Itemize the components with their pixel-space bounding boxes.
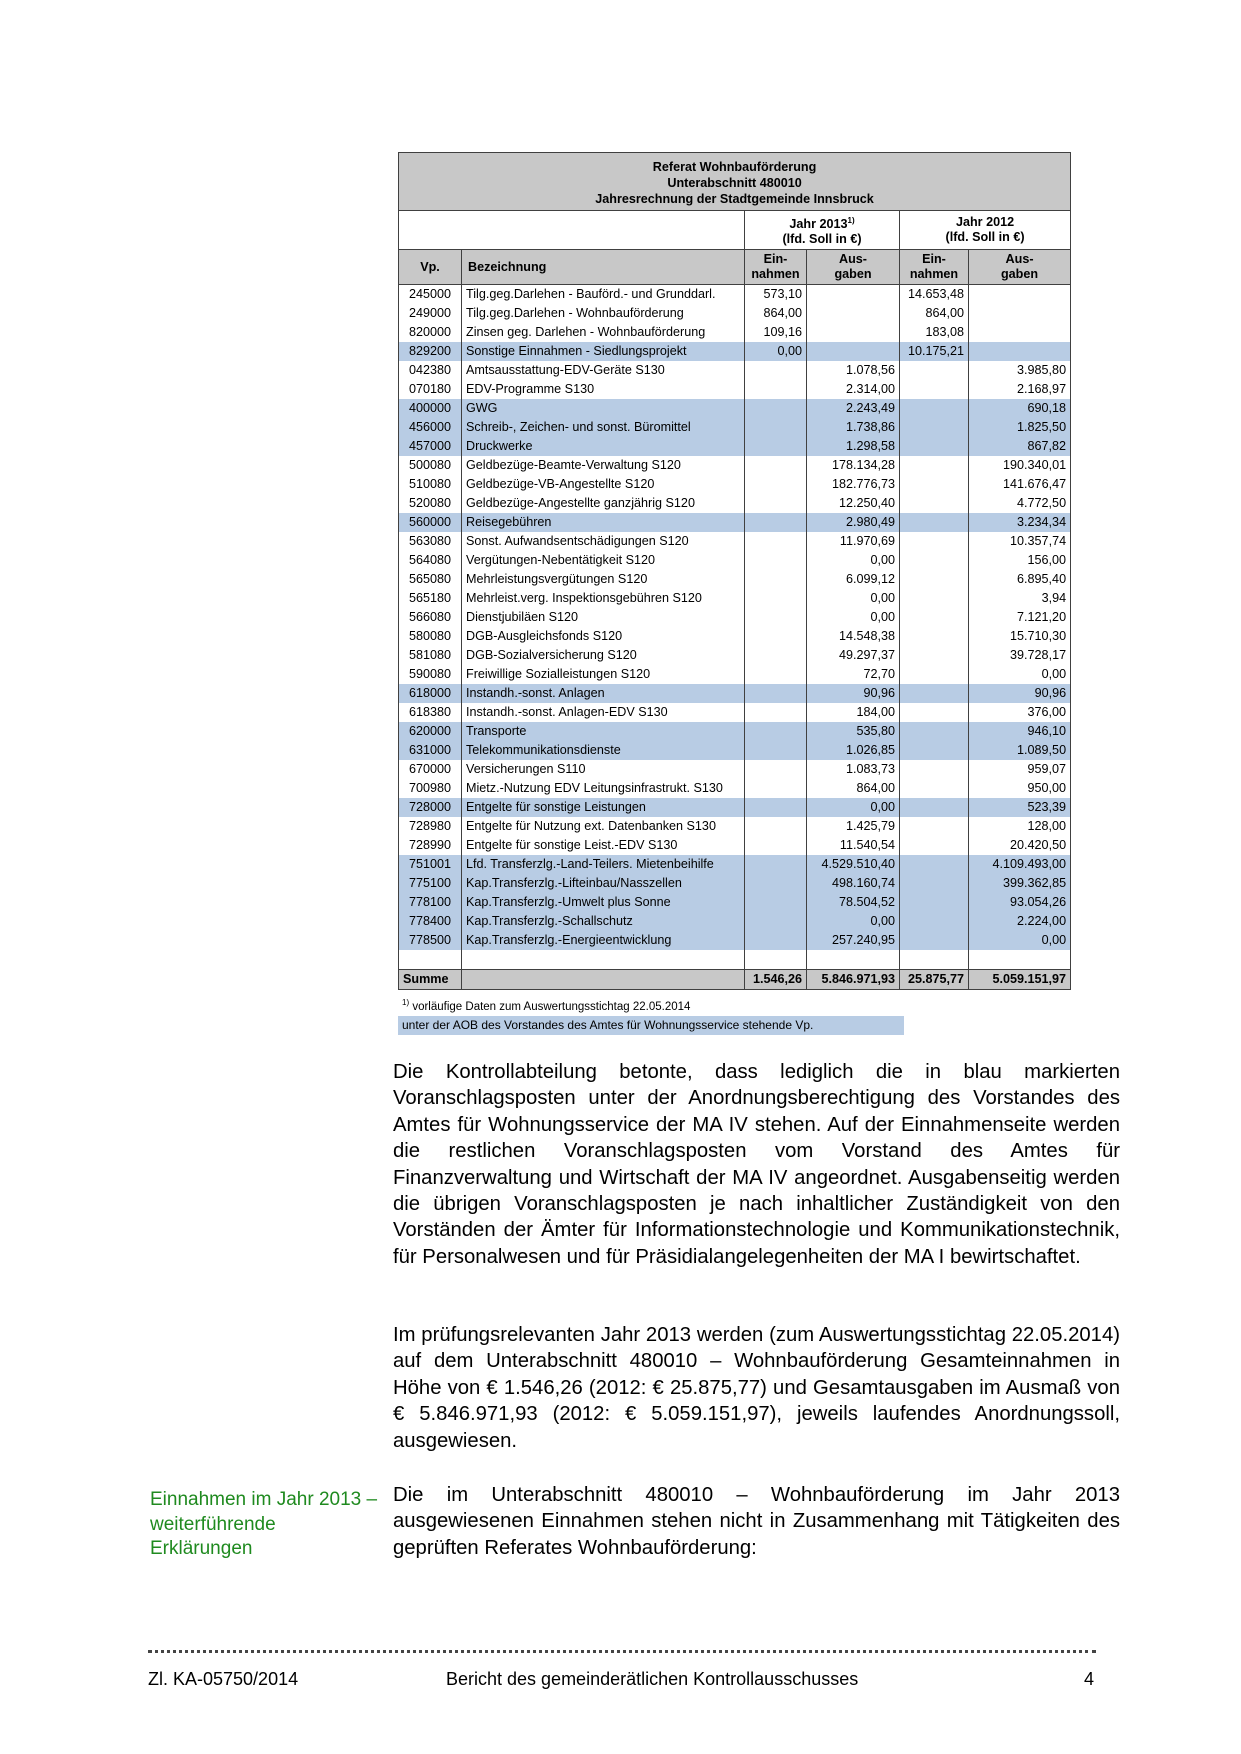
einnahmen-2012-cell xyxy=(900,494,969,513)
paragraph-1: Die Kontrollabteilung betonte, dass lediglich die in blau markierten Voranschlagsposten unter der Anordnungsberechtigung des Vorstandes des Amtes für Wohnungsservice der MA IV stehen. Auf der Einnahmenseite werden die restlichen Voranschlagsposten vom Vorstand des Amtes für Finanzverwaltung und Wirtschaft der MA IV angeordnet. Ausgabenseitig werden die übrigen Voranschlagsposten je nach inhaltlicher Zuständigkeit von den Vorständen der Ämter für Informationstechnologie und Kommunikationstechnik, für Personalwesen und für Präsidialangelegenheiten der MA I bewirtschaftet. xyxy=(393,1061,1120,1268)
einnahmen-2012-cell xyxy=(900,513,969,532)
einnahmen-2012-cell xyxy=(900,627,969,646)
einnahmen-2012-cell xyxy=(900,475,969,494)
table-row xyxy=(399,513,1071,532)
bezeichnung-cell: EDV-Programme S130 xyxy=(462,380,745,399)
einnahmen-2012-cell xyxy=(900,817,969,836)
table-row xyxy=(399,798,1071,817)
ausgaben-2012-cell: 156,00 xyxy=(969,551,1071,570)
header-spacer xyxy=(399,211,745,250)
ausgaben-2012-cell: 690,18 xyxy=(969,399,1071,418)
einnahmen-2013-cell xyxy=(745,551,807,570)
ausgaben-2013-cell xyxy=(807,285,900,305)
einnahmen-2013-cell xyxy=(745,380,807,399)
bezeichnung-cell: Kap.Transferzlg.-Umwelt plus Sonne xyxy=(462,893,745,912)
einnahmen-2013-cell xyxy=(745,703,807,722)
table-row xyxy=(399,380,1071,399)
einnahmen-2012-cell xyxy=(900,874,969,893)
einnahmen-2013-cell xyxy=(745,646,807,665)
table-row xyxy=(399,646,1071,665)
einnahmen-2012-cell xyxy=(900,836,969,855)
table-row xyxy=(399,456,1071,475)
ausgaben-2012-cell: 190.340,01 xyxy=(969,456,1071,475)
einnahmen-2012-cell xyxy=(900,399,969,418)
ausgaben-2012-cell: 2.168,97 xyxy=(969,380,1071,399)
ausgaben-2012-cell: 4.772,50 xyxy=(969,494,1071,513)
einnahmen-2013-cell xyxy=(745,874,807,893)
table-row xyxy=(399,608,1071,627)
vp-cell: 631000 xyxy=(399,741,462,760)
ausgaben-2013-cell xyxy=(807,323,900,342)
vp-cell: 670000 xyxy=(399,760,462,779)
ausgaben-2012-cell: 3,94 xyxy=(969,589,1071,608)
ausgaben-2012-cell xyxy=(969,342,1071,361)
col-header-ausgaben-2013: Aus- gaben xyxy=(807,250,900,285)
sum-einnahmen-2013: 1.546,26 xyxy=(745,970,807,990)
bezeichnung-cell: Geldbezüge-Angestellte ganzjährig S120 xyxy=(462,494,745,513)
einnahmen-2012-cell xyxy=(900,798,969,817)
einnahmen-2013-cell xyxy=(745,494,807,513)
footer-title: Bericht des gemeinderätlichen Kontrollausschusses xyxy=(446,1669,859,1689)
ausgaben-2012-cell: 959,07 xyxy=(969,760,1071,779)
ausgaben-2012-cell xyxy=(969,285,1071,305)
table-row xyxy=(399,361,1071,380)
ausgaben-2013-cell: 2.314,00 xyxy=(807,380,900,399)
ausgaben-2013-cell: 2.980,49 xyxy=(807,513,900,532)
einnahmen-2012-cell: 864,00 xyxy=(900,304,969,323)
sum-ausgaben-2012: 5.059.151,97 xyxy=(969,970,1071,990)
ausgaben-2012-cell: 946,10 xyxy=(969,722,1071,741)
ausgaben-2013-cell: 0,00 xyxy=(807,912,900,931)
vp-cell: 728990 xyxy=(399,836,462,855)
table-row xyxy=(399,304,1071,323)
table-row xyxy=(399,722,1071,741)
einnahmen-2013-cell xyxy=(745,665,807,684)
vp-cell: 070180 xyxy=(399,380,462,399)
footer-reference: Zl. KA-05750/2014 xyxy=(148,1669,299,1689)
ausgaben-2013-cell xyxy=(807,304,900,323)
bezeichnung-cell: Entgelte für sonstige Leistungen xyxy=(462,798,745,817)
ausgaben-2013-cell: 11.970,69 xyxy=(807,532,900,551)
einnahmen-2013-cell xyxy=(745,741,807,760)
year-2012-label: Jahr 2012 xyxy=(955,215,1015,230)
vp-cell: 829200 xyxy=(399,342,462,361)
ausgaben-2012-cell: 523,39 xyxy=(969,798,1071,817)
bezeichnung-cell: Schreib-, Zeichen- und sonst. Büromittel xyxy=(462,418,745,437)
ausgaben-2013-cell: 12.250,40 xyxy=(807,494,900,513)
bezeichnung-cell: Entgelte für sonstige Leist.-EDV S130 xyxy=(462,836,745,855)
table-row xyxy=(399,437,1071,456)
vp-cell: 590080 xyxy=(399,665,462,684)
ausgaben-2012-cell: 20.420,50 xyxy=(969,836,1071,855)
col-header-bezeichnung: Bezeichnung xyxy=(462,250,745,285)
einnahmen-2012-cell: 14.653,48 xyxy=(900,285,969,305)
table-row xyxy=(399,475,1071,494)
bezeichnung-cell: Mehrleistungsvergütungen S120 xyxy=(462,570,745,589)
footer-divider xyxy=(148,1650,1096,1653)
col-header-einnahmen-2013: Ein- nahmen xyxy=(745,250,807,285)
ausgaben-2012-cell xyxy=(969,323,1071,342)
ausgaben-2013-cell: 11.540,54 xyxy=(807,836,900,855)
ausgaben-2012-cell: 15.710,30 xyxy=(969,627,1071,646)
einnahmen-2012-cell xyxy=(900,760,969,779)
einnahmen-2012-cell xyxy=(900,722,969,741)
ausgaben-2013-cell: 49.297,37 xyxy=(807,646,900,665)
header-year-2013 xyxy=(745,211,900,250)
sum-label: Summe xyxy=(399,970,462,990)
ausgaben-2013-cell: 535,80 xyxy=(807,722,900,741)
bezeichnung-cell: Geldbezüge-Beamte-Verwaltung S120 xyxy=(462,456,745,475)
einnahmen-2013-cell xyxy=(745,589,807,608)
bezeichnung-cell: Entgelte für Nutzung ext. Datenbanken S130 xyxy=(462,817,745,836)
vp-cell: 618000 xyxy=(399,684,462,703)
einnahmen-2013-cell xyxy=(745,912,807,931)
einnahmen-2013-cell: 0,00 xyxy=(745,342,807,361)
einnahmen-2012-cell xyxy=(900,779,969,798)
vp-cell: 456000 xyxy=(399,418,462,437)
bezeichnung-cell: Versicherungen S110 xyxy=(462,760,745,779)
ausgaben-2012-cell: 399.362,85 xyxy=(969,874,1071,893)
einnahmen-2013-cell xyxy=(745,361,807,380)
ausgaben-2012-cell: 3.985,80 xyxy=(969,361,1071,380)
einnahmen-2012-cell: 183,08 xyxy=(900,323,969,342)
vp-cell: 581080 xyxy=(399,646,462,665)
ausgaben-2013-cell: 182.776,73 xyxy=(807,475,900,494)
year-2013-footnote-marker: 1) xyxy=(847,216,855,225)
ausgaben-2013-cell: 864,00 xyxy=(807,779,900,798)
bezeichnung-cell: Druckwerke xyxy=(462,437,745,456)
einnahmen-2013-cell xyxy=(745,456,807,475)
table-title-line: Jahresrechnung der Stadtgemeinde Innsbruck xyxy=(595,192,874,206)
ausgaben-2012-cell: 7.121,20 xyxy=(969,608,1071,627)
table-row xyxy=(399,665,1071,684)
ausgaben-2012-cell: 1.825,50 xyxy=(969,418,1071,437)
table-row xyxy=(399,551,1071,570)
table-row xyxy=(399,627,1071,646)
einnahmen-2012-cell: 10.175,21 xyxy=(900,342,969,361)
einnahmen-2012-cell xyxy=(900,608,969,627)
paragraph-3: Die im Unterabschnitt 480010 – Wohnbauförderung im Jahr 2013 ausgewiesenen Einnahmen stehen nicht in Zusammenhang mit Tätigkeiten des geprüften Referates Wohnbauförderung: xyxy=(393,1484,1120,1559)
einnahmen-2013-cell: 864,00 xyxy=(745,304,807,323)
ausgaben-2013-cell: 6.099,12 xyxy=(807,570,900,589)
table-row xyxy=(399,323,1071,342)
bezeichnung-cell: GWG xyxy=(462,399,745,418)
table-row xyxy=(399,684,1071,703)
bezeichnung-cell: Mietz.-Nutzung EDV Leitungsinfrastrukt. S130 xyxy=(462,779,745,798)
ausgaben-2013-cell: 72,70 xyxy=(807,665,900,684)
vp-cell: 245000 xyxy=(399,285,462,305)
einnahmen-2012-cell xyxy=(900,931,969,950)
einnahmen-2012-cell xyxy=(900,418,969,437)
table-row xyxy=(399,855,1071,874)
einnahmen-2012-cell xyxy=(900,589,969,608)
year-2012-sub: (lfd. Soll in €) xyxy=(945,230,1025,245)
table-legend-blue: unter der AOB des Vorstandes des Amtes für Wohnungsservice stehende Vp. xyxy=(398,1016,904,1035)
table-row xyxy=(399,760,1071,779)
einnahmen-2012-cell xyxy=(900,551,969,570)
vp-cell: 500080 xyxy=(399,456,462,475)
bezeichnung-cell: Transporte xyxy=(462,722,745,741)
table-row xyxy=(399,418,1071,437)
bezeichnung-cell: Dienstjubiläen S120 xyxy=(462,608,745,627)
einnahmen-2012-cell xyxy=(900,912,969,931)
ausgaben-2013-cell xyxy=(807,342,900,361)
ausgaben-2012-cell: 376,00 xyxy=(969,703,1071,722)
sum-ausgaben-2013: 5.846.971,93 xyxy=(807,970,900,990)
budget-table-figure xyxy=(398,152,1070,1035)
ausgaben-2013-cell: 257.240,95 xyxy=(807,931,900,950)
ausgaben-2012-cell: 0,00 xyxy=(969,665,1071,684)
vp-cell: 728980 xyxy=(399,817,462,836)
header-year-2012 xyxy=(900,211,1071,250)
vp-cell: 778100 xyxy=(399,893,462,912)
bezeichnung-cell: Sonstige Einnahmen - Siedlungsprojekt xyxy=(462,342,745,361)
einnahmen-2013-cell xyxy=(745,893,807,912)
vp-cell: 566080 xyxy=(399,608,462,627)
ausgaben-2012-cell: 4.109.493,00 xyxy=(969,855,1071,874)
vp-cell: 560000 xyxy=(399,513,462,532)
einnahmen-2012-cell xyxy=(900,703,969,722)
table-row xyxy=(399,779,1071,798)
einnahmen-2012-cell xyxy=(900,570,969,589)
ausgaben-2012-cell: 10.357,74 xyxy=(969,532,1071,551)
ausgaben-2013-cell: 2.243,49 xyxy=(807,399,900,418)
einnahmen-2013-cell xyxy=(745,513,807,532)
bezeichnung-cell: Kap.Transferzlg.-Lifteinbau/Nasszellen xyxy=(462,874,745,893)
bezeichnung-cell: Instandh.-sonst. Anlagen-EDV S130 xyxy=(462,703,745,722)
ausgaben-2012-cell: 1.089,50 xyxy=(969,741,1071,760)
vp-cell: 778400 xyxy=(399,912,462,931)
einnahmen-2012-cell xyxy=(900,532,969,551)
einnahmen-2013-cell xyxy=(745,931,807,950)
vp-cell: 778500 xyxy=(399,931,462,950)
einnahmen-2013-cell xyxy=(745,608,807,627)
table-row xyxy=(399,570,1071,589)
table-row xyxy=(399,912,1071,931)
einnahmen-2013-cell xyxy=(745,855,807,874)
table-row xyxy=(399,817,1071,836)
table-row xyxy=(399,589,1071,608)
ausgaben-2013-cell: 0,00 xyxy=(807,551,900,570)
table-row xyxy=(399,532,1071,551)
einnahmen-2013-cell xyxy=(745,627,807,646)
einnahmen-2013-cell xyxy=(745,418,807,437)
vp-cell: 564080 xyxy=(399,551,462,570)
einnahmen-2013-cell xyxy=(745,475,807,494)
einnahmen-2013-cell: 573,10 xyxy=(745,285,807,305)
ausgaben-2012-cell: 3.234,34 xyxy=(969,513,1071,532)
ausgaben-2012-cell: 0,00 xyxy=(969,931,1071,950)
table-row xyxy=(399,874,1071,893)
bezeichnung-cell: Telekommunikationsdienste xyxy=(462,741,745,760)
ausgaben-2013-cell: 1.425,79 xyxy=(807,817,900,836)
vp-cell: 618380 xyxy=(399,703,462,722)
bezeichnung-cell: Mehrleist.verg. Inspektionsgebühren S120 xyxy=(462,589,745,608)
ausgaben-2013-cell: 0,00 xyxy=(807,608,900,627)
einnahmen-2013-cell xyxy=(745,779,807,798)
table-body xyxy=(399,285,1071,951)
vp-cell: 510080 xyxy=(399,475,462,494)
ausgaben-2013-cell: 1.083,73 xyxy=(807,760,900,779)
bezeichnung-cell: DGB-Sozialversicherung S120 xyxy=(462,646,745,665)
col-header-vp: Vp. xyxy=(399,250,462,285)
vp-cell: 700980 xyxy=(399,779,462,798)
einnahmen-2012-cell xyxy=(900,741,969,760)
bezeichnung-cell: Reisegebühren xyxy=(462,513,745,532)
sum-einnahmen-2012: 25.875,77 xyxy=(900,970,969,990)
bezeichnung-cell: Freiwillige Sozialleistungen S120 xyxy=(462,665,745,684)
einnahmen-2013-cell xyxy=(745,760,807,779)
ausgaben-2013-cell: 0,00 xyxy=(807,798,900,817)
table-title xyxy=(399,153,1071,211)
einnahmen-2013-cell xyxy=(745,532,807,551)
ausgaben-2013-cell: 14.548,38 xyxy=(807,627,900,646)
ausgaben-2012-cell: 128,00 xyxy=(969,817,1071,836)
margin-note: Einnahmen im Jahr 2013 – weiterführende Erklärungen xyxy=(150,1489,378,1559)
vp-cell: 249000 xyxy=(399,304,462,323)
vp-cell: 775100 xyxy=(399,874,462,893)
vp-cell: 565080 xyxy=(399,570,462,589)
ausgaben-2012-cell: 6.895,40 xyxy=(969,570,1071,589)
ausgaben-2012-cell: 141.676,47 xyxy=(969,475,1071,494)
bezeichnung-cell: DGB-Ausgleichsfonds S120 xyxy=(462,627,745,646)
ausgaben-2013-cell: 178.134,28 xyxy=(807,456,900,475)
einnahmen-2012-cell xyxy=(900,855,969,874)
einnahmen-2012-cell xyxy=(900,380,969,399)
table-footnote xyxy=(398,994,1070,1012)
vp-cell: 042380 xyxy=(399,361,462,380)
einnahmen-2013-cell xyxy=(745,722,807,741)
bezeichnung-cell: Lfd. Transferzlg.-Land-Teilers. Mietenbeihilfe xyxy=(462,855,745,874)
einnahmen-2013-cell: 109,16 xyxy=(745,323,807,342)
einnahmen-2012-cell xyxy=(900,646,969,665)
ausgaben-2013-cell: 90,96 xyxy=(807,684,900,703)
bezeichnung-cell: Vergütungen-Nebentätigkeit S120 xyxy=(462,551,745,570)
ausgaben-2013-cell: 1.738,86 xyxy=(807,418,900,437)
einnahmen-2012-cell xyxy=(900,893,969,912)
ausgaben-2013-cell: 1.298,58 xyxy=(807,437,900,456)
bezeichnung-cell: Kap.Transferzlg.-Schallschutz xyxy=(462,912,745,931)
ausgaben-2012-cell: 90,96 xyxy=(969,684,1071,703)
footnote-text: vorläufige Daten zum Auswertungsstichtag 22.05.2014 xyxy=(412,1001,691,1014)
vp-cell: 563080 xyxy=(399,532,462,551)
einnahmen-2012-cell xyxy=(900,437,969,456)
vp-cell: 580080 xyxy=(399,627,462,646)
budget-table xyxy=(398,152,1071,990)
bezeichnung-cell: Geldbezüge-VB-Angestellte S120 xyxy=(462,475,745,494)
ausgaben-2013-cell: 78.504,52 xyxy=(807,893,900,912)
year-2013-sub: (lfd. Soll in €) xyxy=(782,232,862,247)
ausgaben-2013-cell: 498.160,74 xyxy=(807,874,900,893)
table-row xyxy=(399,494,1071,513)
ausgaben-2013-cell: 1.026,85 xyxy=(807,741,900,760)
table-row xyxy=(399,703,1071,722)
ausgaben-2013-cell: 1.078,56 xyxy=(807,361,900,380)
vp-cell: 457000 xyxy=(399,437,462,456)
einnahmen-2013-cell xyxy=(745,836,807,855)
bezeichnung-cell: Zinsen geg. Darlehen - Wohnbauförderung xyxy=(462,323,745,342)
vp-cell: 820000 xyxy=(399,323,462,342)
ausgaben-2012-cell: 93.054,26 xyxy=(969,893,1071,912)
einnahmen-2013-cell xyxy=(745,570,807,589)
footnote-marker: 1) xyxy=(402,998,410,1008)
einnahmen-2012-cell xyxy=(900,456,969,475)
vp-cell: 751001 xyxy=(399,855,462,874)
bezeichnung-cell: Instandh.-sonst. Anlagen xyxy=(462,684,745,703)
ausgaben-2012-cell xyxy=(969,304,1071,323)
vp-cell: 620000 xyxy=(399,722,462,741)
ausgaben-2013-cell: 0,00 xyxy=(807,589,900,608)
einnahmen-2013-cell xyxy=(745,684,807,703)
bezeichnung-cell: Sonst. Aufwandsentschädigungen S120 xyxy=(462,532,745,551)
einnahmen-2012-cell xyxy=(900,684,969,703)
einnahmen-2012-cell xyxy=(900,665,969,684)
year-2013-label: Jahr 2013 xyxy=(789,217,848,232)
footer-page-number: 4 xyxy=(1084,1669,1095,1689)
table-row xyxy=(399,931,1071,950)
bezeichnung-cell: Tilg.geg.Darlehen - Bauförd.- und Grunddarl. xyxy=(462,285,745,305)
einnahmen-2012-cell xyxy=(900,361,969,380)
vp-cell: 520080 xyxy=(399,494,462,513)
table-row xyxy=(399,836,1071,855)
table-row xyxy=(399,893,1071,912)
bezeichnung-cell: Kap.Transferzlg.-Energieentwicklung xyxy=(462,931,745,950)
table-title-line: Unterabschnitt 480010 xyxy=(667,176,802,190)
paragraph-2: Im prüfungsrelevanten Jahr 2013 werden (zum Auswertungsstichtag 22.05.2014) auf dem Unterabschnitt 480010 – Wohnbauförderung Gesamteinnahmen in Höhe von € 1.546,26 (2012: € 25.875,77) und Gesamtausgaben im Ausmaß von € 5.846.971,93 (2012: € 5.059.151,97), jeweils laufendes Anordnungssoll, ausgewiesen. xyxy=(393,1324,1120,1452)
einnahmen-2013-cell xyxy=(745,437,807,456)
ausgaben-2013-cell: 184,00 xyxy=(807,703,900,722)
table-row xyxy=(399,285,1071,305)
col-header-einnahmen-2012: Ein- nahmen xyxy=(900,250,969,285)
einnahmen-2013-cell xyxy=(745,817,807,836)
ausgaben-2012-cell: 39.728,17 xyxy=(969,646,1071,665)
ausgaben-2012-cell: 950,00 xyxy=(969,779,1071,798)
vp-cell: 728000 xyxy=(399,798,462,817)
col-header-ausgaben-2012: Aus- gaben xyxy=(969,250,1071,285)
ausgaben-2012-cell: 2.224,00 xyxy=(969,912,1071,931)
ausgaben-2013-cell: 4.529.510,40 xyxy=(807,855,900,874)
table-row xyxy=(399,342,1071,361)
bezeichnung-cell: Amtsausstattung-EDV-Geräte S130 xyxy=(462,361,745,380)
table-row xyxy=(399,399,1071,418)
vp-cell: 565180 xyxy=(399,589,462,608)
table-title-line: Referat Wohnbauförderung xyxy=(652,160,817,174)
vp-cell: 400000 xyxy=(399,399,462,418)
bezeichnung-cell: Tilg.geg.Darlehen - Wohnbauförderung xyxy=(462,304,745,323)
einnahmen-2013-cell xyxy=(745,798,807,817)
einnahmen-2013-cell xyxy=(745,399,807,418)
table-row xyxy=(399,741,1071,760)
ausgaben-2012-cell: 867,82 xyxy=(969,437,1071,456)
